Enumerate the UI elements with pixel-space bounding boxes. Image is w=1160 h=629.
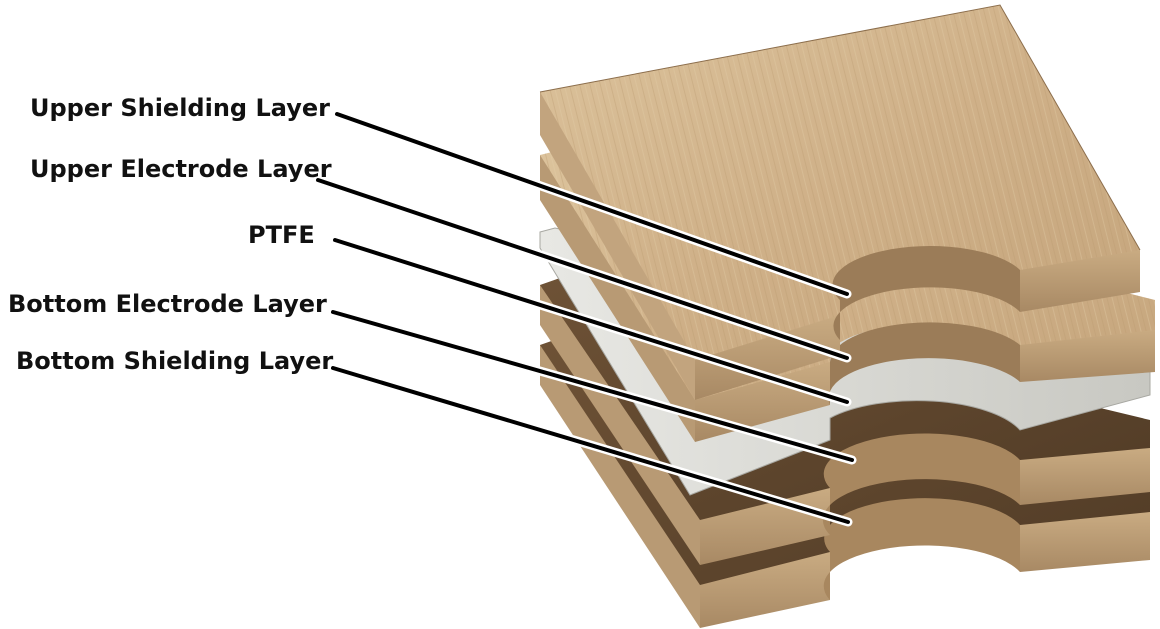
label-upper-shielding-layer: Upper Shielding Layer [30, 94, 330, 122]
label-ptfe: PTFE [248, 221, 315, 249]
label-upper-electrode-layer: Upper Electrode Layer [30, 155, 332, 183]
label-bottom-shielding-layer: Bottom Shielding Layer [16, 347, 334, 375]
label-bottom-electrode-layer: Bottom Electrode Layer [8, 290, 327, 318]
